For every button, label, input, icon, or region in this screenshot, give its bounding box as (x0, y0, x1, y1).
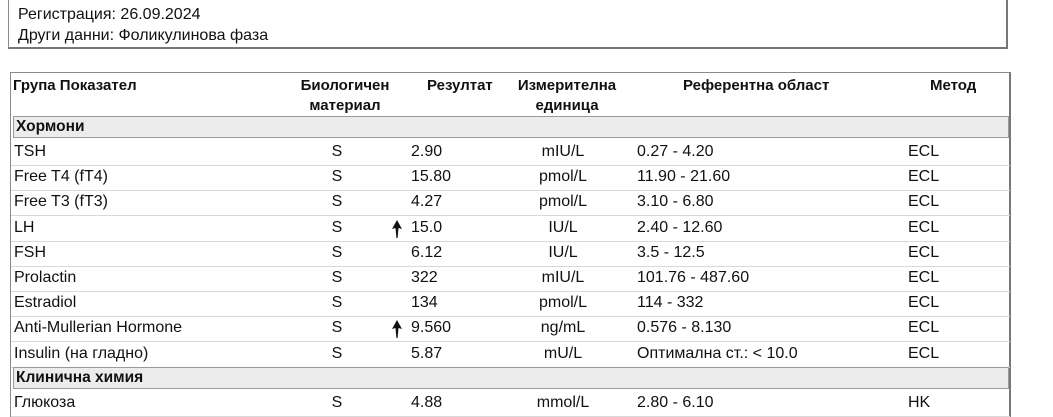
material-value: S (331, 143, 343, 160)
reference-range: Оптимална ст.: < 10.0 (637, 344, 798, 362)
unit-value: IU/L (548, 218, 578, 236)
test-name: Anti-Mullerian Hormone (14, 319, 183, 337)
test-name: LH (14, 218, 35, 236)
material-value: S (331, 294, 343, 312)
material-value: S (331, 393, 343, 411)
material-value: S (331, 168, 343, 186)
arrow-up-icon (391, 219, 403, 239)
table-row (11, 391, 1010, 417)
unit-value: mU/L (543, 344, 583, 362)
material-value: S (331, 243, 343, 261)
test-name: Prolactin (14, 269, 77, 286)
material-value: S (331, 319, 343, 337)
table-row (11, 140, 1010, 166)
header-method: Метод (930, 77, 977, 94)
table-row (11, 316, 1010, 342)
result-value: 322 (411, 269, 438, 286)
registration-date: Регистрация: 26.09.2024 (18, 6, 201, 23)
material-value: S (331, 344, 343, 362)
header-unit (511, 76, 623, 116)
method-value: ECL (908, 168, 940, 186)
method-value: ECL (908, 269, 940, 286)
unit-value: ng/mL (540, 319, 586, 337)
result-value: 4.27 (411, 193, 443, 211)
unit-value: mIU/L (541, 269, 585, 286)
other-data: Други данни: Фоликулинова фаза (18, 27, 269, 44)
test-name: TSH (14, 143, 46, 160)
section-header: Хормони (13, 116, 1009, 138)
patient-info-box (8, 0, 1008, 49)
material-value: S (331, 218, 343, 236)
reference-range: 3.5 - 12.5 (637, 243, 705, 261)
reference-range: 114 - 332 (637, 294, 704, 312)
table-row (11, 190, 1010, 216)
results-table (10, 72, 1011, 417)
result-value: 15.0 (411, 218, 443, 236)
method-value: ECL (908, 243, 940, 261)
method-value: HK (908, 393, 931, 411)
header-reference: Референтна област (683, 77, 830, 94)
header-unit-line1: Измерителна (517, 77, 617, 94)
test-name: Глюкоза (14, 393, 76, 411)
unit-value: mmol/L (536, 393, 590, 411)
result-value: 134 (411, 294, 438, 312)
unit-value: pmol/L (538, 294, 588, 312)
header-material-line1: Биологичен (300, 77, 390, 94)
test-name: FSH (14, 243, 46, 261)
method-value: ECL (908, 218, 940, 236)
reference-range: 11.90 - 21.60 (637, 168, 731, 186)
method-value: ECL (908, 294, 940, 312)
reference-range: 2.80 - 6.10 (637, 393, 714, 411)
table-row (11, 342, 1010, 368)
table-row (11, 241, 1010, 267)
unit-value: pmol/L (538, 168, 588, 186)
material-value: S (331, 193, 343, 211)
material-value: S (331, 269, 343, 286)
reference-range: 0.27 - 4.20 (637, 143, 714, 160)
reference-range: 101.76 - 487.60 (637, 269, 750, 286)
test-name: Insulin (на гладно) (14, 344, 149, 362)
table-row (11, 216, 1010, 242)
result-value: 9.560 (411, 319, 452, 337)
arrow-up-icon (391, 319, 403, 339)
result-value: 2.90 (411, 143, 443, 160)
method-value: ECL (908, 193, 940, 211)
unit-value: pmol/L (538, 193, 588, 211)
header-result: Резултат (427, 77, 493, 94)
header-material (293, 76, 397, 116)
table-row (11, 165, 1010, 191)
method-value: ECL (908, 319, 940, 337)
reference-range: 0.576 - 8.130 (637, 319, 732, 337)
unit-value: mIU/L (541, 143, 585, 160)
reference-range: 2.40 - 12.60 (637, 218, 723, 236)
reference-range: 3.10 - 6.80 (637, 193, 714, 211)
method-value: ECL (908, 143, 940, 160)
test-name: Estradiol (14, 294, 77, 312)
test-name: Free T4 (fT4) (14, 168, 108, 186)
result-value: 5.87 (411, 344, 443, 362)
table-row (11, 291, 1010, 317)
result-value: 6.12 (411, 243, 443, 261)
header-material-line2: материал (309, 97, 381, 114)
result-value: 4.88 (411, 393, 443, 411)
table-row (11, 266, 1010, 292)
section-header: Клинична химия (13, 367, 1009, 389)
header-group: Група Показател (13, 77, 137, 94)
result-value: 15.80 (411, 168, 452, 186)
test-name: Free T3 (fT3) (14, 193, 108, 211)
unit-value: IU/L (548, 243, 578, 261)
header-unit-line2: единица (535, 97, 599, 114)
method-value: ECL (908, 344, 940, 362)
